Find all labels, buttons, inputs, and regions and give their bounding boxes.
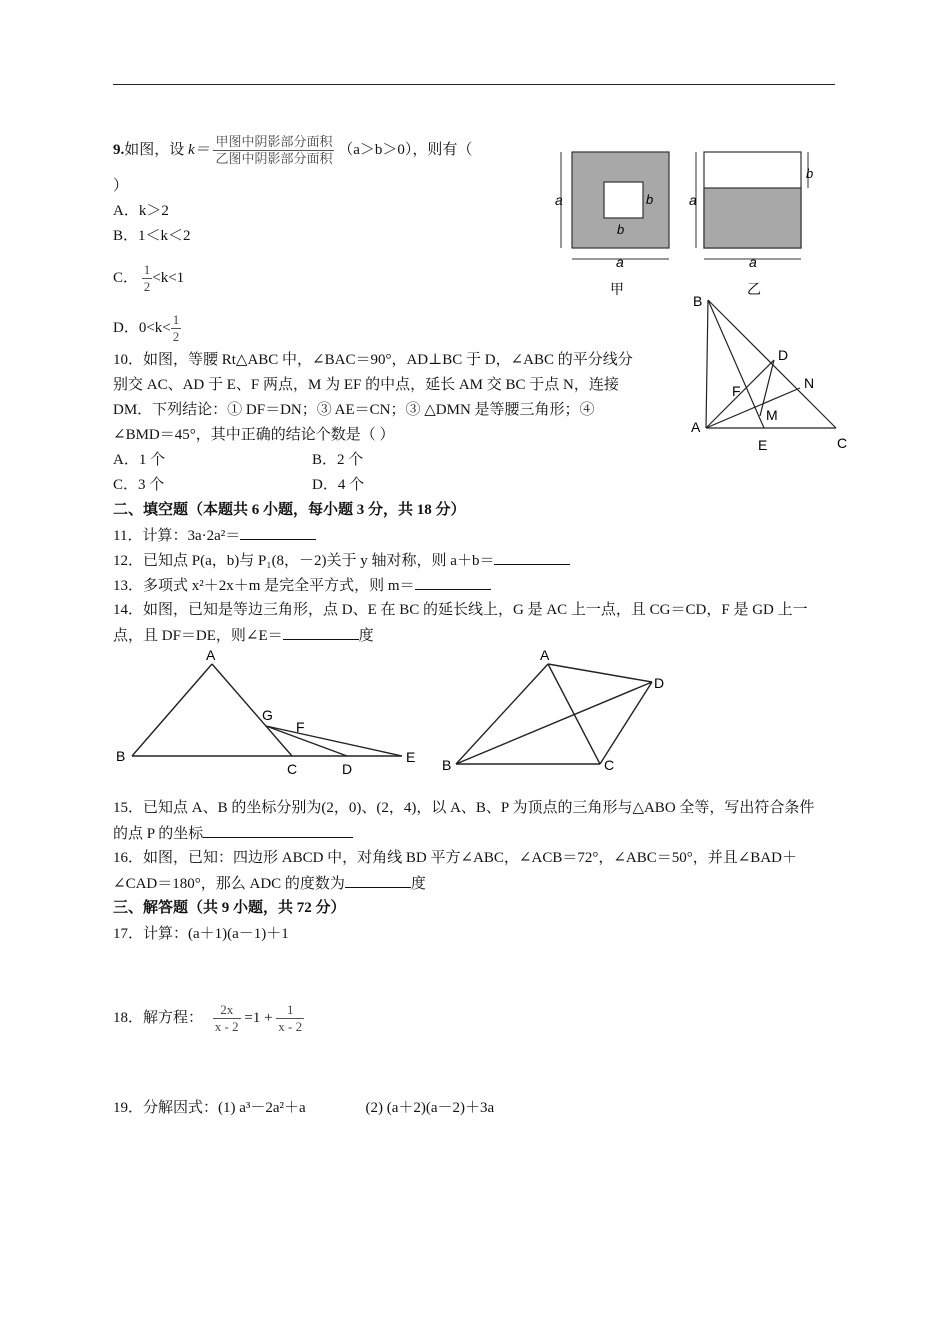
label-D: D (778, 347, 789, 363)
label-D: D (342, 761, 353, 777)
q9-option-d: D．0<k< $\frac{1}{2}$ (113, 312, 180, 344)
label-D: D (654, 675, 665, 691)
q14-answer-blank[interactable] (283, 625, 359, 640)
q10-option-a: A．1 个 (113, 452, 166, 468)
q10-line-4: ∠BMD＝45°，其中正确的结论个数是（ ） (113, 427, 395, 443)
label-C: C (604, 757, 615, 773)
q10-option-b: B．2 个 (312, 452, 364, 468)
q9-fraction: $\frac{\text{甲图中阴影部分面积}}{\text{乙图中阴影部分面积}}$ (215, 134, 333, 166)
label-a-left-2: a (689, 192, 697, 208)
q15-line-1: 15．已知点 A、B 的坐标分别为(2，0)、(2，4)，以 A、B、P 为顶点的三角形与△ABO 全等，写出符合条件 (113, 800, 815, 816)
section-2-heading: 二、填空题（本题共 6 小题，每小题 3 分，共 18 分） (113, 502, 466, 518)
q13: 13．多项式 x²＋2x＋m 是完全平方式，则 m＝ (113, 575, 491, 596)
q11: 11．计算：3a·2a²＝ (113, 525, 316, 546)
q10-figure (686, 290, 856, 460)
label-a-bottom: a (616, 254, 624, 270)
label-a-bottom-2: a (749, 254, 757, 270)
label-b-bottom: b (617, 222, 625, 237)
q11-answer-blank[interactable] (240, 525, 316, 540)
q14-line-2: 点，且 DF＝DE，则∠E＝ 度 (113, 625, 374, 646)
header-rule (113, 84, 835, 85)
label-N: N (804, 375, 815, 391)
label-jia: 甲 (610, 281, 624, 296)
q14-line-1: 14．如图，已知是等边三角形，点 D、E 在 BC 的延长线上，G 是 AC 上一点，且 CG＝CD，F 是 GD 上一 (113, 602, 808, 618)
q10-line-2: 别交 AC、AD 于 E、F 两点，M 为 EF 的中点，延长 AM 交 BC 于点 N，连接 (113, 377, 619, 393)
q12: 12．已知点 P(a，b)与 P₁(8，－2)关于 y 轴对称，则 a＋b＝ (113, 550, 570, 571)
q9-figures (552, 146, 842, 296)
q16-line-2: ∠CAD＝180°，那么 ADC 的度数为 度 (113, 873, 426, 894)
label-a-left: a (555, 192, 563, 208)
label-b-right-2: b (806, 166, 814, 181)
label-A: A (540, 647, 550, 663)
q18-fraction-1: $\frac{2x}{x - 2}$ (214, 1002, 239, 1035)
q12-answer-blank[interactable] (494, 550, 570, 565)
label-E: E (406, 749, 416, 765)
figure-yi (689, 152, 813, 296)
q16-figure (436, 644, 676, 778)
label-C: C (287, 761, 298, 777)
label-F: F (732, 383, 741, 399)
q19: 19．分解因式：(1) a³－2a²＋a (2) (a＋2)(a－2)＋3a (113, 1100, 495, 1116)
q16-answer-blank[interactable] (345, 873, 411, 888)
figure-jia (555, 152, 669, 296)
q9-close: ） (113, 178, 129, 194)
q17: 17．计算：(a＋1)(a－1)＋1 (113, 926, 289, 942)
q10-option-d: D．4 个 (312, 477, 365, 493)
q10-line-1: 10．如图，等腰 Rt△ABC 中，∠BAC＝90°，AD⊥BC 于 D，∠ABC 的平分线分 (113, 352, 633, 368)
q9-half-c: $\frac{1}{2}$ (143, 262, 151, 294)
q16-line-1: 16．如图，已知：四边形 ABCD 中，对角线 BD 平方∠ABC，∠ACB＝72°，∠ABC＝50°，并且∠BAD＋ (113, 850, 797, 866)
label-F: F (296, 719, 305, 735)
label-B: B (442, 757, 452, 773)
q15-answer-blank[interactable] (203, 823, 353, 838)
q9-option-a: A．k＞2 (113, 203, 169, 219)
label-B: B (693, 293, 703, 309)
q9-option-c: C． $\frac{1}{2}$ <k<1 (113, 262, 185, 294)
q10-line-3: DM．下列结论：① DF＝DN；③ AE＝CN；③ △DMN 是等腰三角形；④ (113, 402, 595, 418)
q18: 18．解方程： $\frac{2x}{x - 2}$ =1 + $\frac{1}{x - 2}$ (113, 1002, 303, 1035)
q9-option-b: B．1＜k＜2 (113, 228, 191, 244)
q9-stem: 9.如图，设 k＝ $\frac{\text{甲图中阴影部分面积}}{\text{乙图中阴影部分面积}}$ （a＞b＞0），则有（ (113, 134, 473, 166)
label-A: A (206, 647, 216, 663)
label-M: M (766, 407, 778, 423)
q14-figure-1 (110, 646, 430, 778)
label-yi: 乙 (747, 281, 761, 296)
q15-line-2: 的点 P 的坐标 (113, 823, 353, 844)
q18-fraction-2: $\frac{1}{x - 2}$ (278, 1002, 303, 1035)
q10-option-c: C．3 个 (113, 477, 165, 493)
label-B: B (116, 748, 126, 764)
label-A: A (691, 419, 701, 435)
label-C: C (837, 435, 848, 451)
q13-answer-blank[interactable] (415, 575, 491, 590)
section-3-heading: 三、解答题（共 9 小题，共 72 分） (113, 900, 346, 916)
label-E: E (758, 437, 768, 453)
label-b-right: b (646, 192, 654, 207)
q9-half-d: $\frac{1}{2}$ (172, 312, 180, 344)
label-G: G (262, 707, 273, 723)
